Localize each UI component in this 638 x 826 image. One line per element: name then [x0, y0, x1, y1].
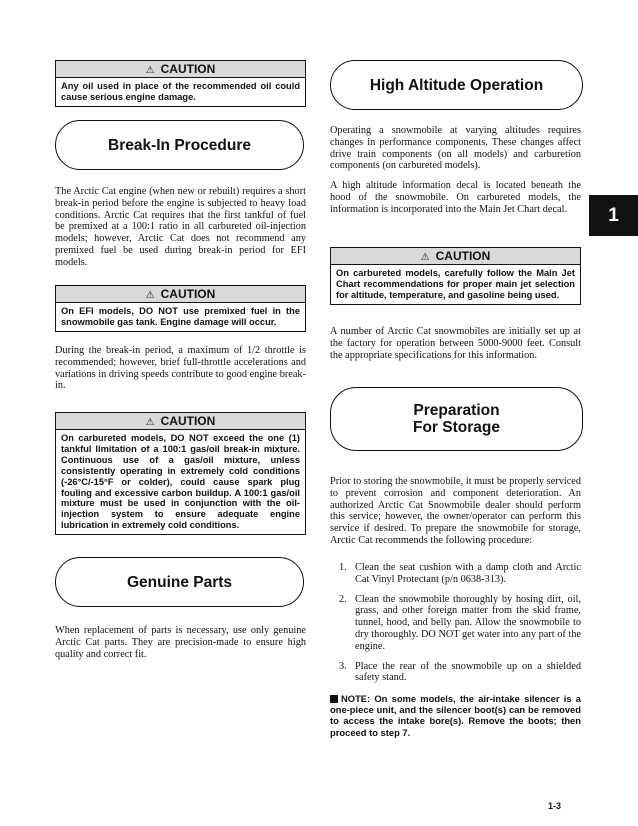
warning-triangle-icon: ⚠	[420, 252, 430, 263]
step-text: Clean the seat cushion with a damp cloth and Arctic Cat Vinyl Protectant (p/n 0638-313).	[355, 562, 581, 585]
section-tab-number: 1	[608, 204, 619, 226]
list-item	[339, 562, 581, 586]
step-number: 3.	[339, 660, 347, 672]
caution-text: On EFI models, DO NOT use premixed fuel in the snowmobile gas tank. Engine damage will occur.	[61, 306, 300, 327]
caution-text: On carbureted models, DO NOT exceed the one (1) tankful limitation of a 100:1 gas/oil break-in mixture. Continuous use of a gas/oil mixture, unless consistently operating in extremely cold conditions (-26°C/-15°F or colder), could cause spark plug fouling and excessive carbon buildup. A 100:1 gas/oil mixture must be used in conjunction with the oil-injection system to ensure adequate engine lubrication in extremely cold conditions.	[61, 433, 300, 531]
caution-title: CAUTION	[160, 414, 216, 428]
section-title-break-in	[55, 120, 304, 170]
caution-header	[331, 248, 580, 265]
caution-text: Any oil used in place of the recommended oil could cause serious engine damage.	[61, 81, 300, 102]
note-square-icon	[330, 695, 338, 703]
section-title-text: Break-In Procedure	[108, 136, 251, 154]
step-text: Clean the snowmobile thoroughly by hosing dirt, oil, grass, and other foreign matter from the skid frame, tunnel, hood, and belly pan. Allow the snowmobile to dry thoroughly. DO NOT get water into any part of the engine.	[355, 593, 581, 652]
list-item	[339, 594, 581, 653]
altitude-paragraph-3: A number of Arctic Cat snowmobiles are initially set up at the factory for operation between 5000-9000 feet. Consult the appropriate specifications for this information.	[330, 326, 581, 361]
section-tab	[589, 195, 638, 236]
caution-title: CAUTION	[160, 287, 216, 301]
list-item	[339, 661, 581, 685]
altitude-paragraph-1: Operating a snowmobile at varying altitudes requires changes in performance components. These changes affect drive train components (on all models) and carburetion components (on carbureted models).	[330, 125, 581, 172]
section-title-genuine-parts	[55, 557, 304, 607]
section-title-high-altitude	[330, 60, 583, 110]
caution-title: CAUTION	[435, 249, 491, 263]
caution-title: CAUTION	[160, 62, 216, 76]
caution-text: On carbureted models, carefully follow the Main Jet Chart recommendations for proper main jet selection for altitude, temperature, and gasoline being used.	[336, 268, 575, 300]
step-number: 2.	[339, 593, 347, 605]
storage-paragraph: Prior to storing the snowmobile, it must be properly serviced to prevent corrosion and component deterioration. An authorized Arctic Cat Snowmobile dealer should perform this service; however, the owner/operator can perform this service if desired. To prepare the snowmobile for storage, Arctic Cat recommends the following procedure:	[330, 476, 581, 546]
warning-triangle-icon: ⚠	[145, 290, 155, 301]
section-title-text: Genuine Parts	[126, 573, 233, 591]
note-text: NOTE: On some models, the air-intake silencer is a one-piece unit, and the silencer boot(s) can be removed to access the intake bore(s). Remove the boots; then proceed to step 7.	[330, 693, 581, 738]
warning-triangle-icon: ⚠	[145, 65, 155, 76]
caution-header	[56, 286, 305, 303]
section-title-text: High Altitude Operation	[369, 76, 544, 94]
caution-box-oil	[55, 60, 306, 107]
caution-box-carbureted	[55, 412, 306, 535]
storage-steps-list	[339, 562, 581, 692]
caution-header	[56, 413, 305, 430]
step-number: 1.	[339, 562, 347, 573]
page-number: 1-3	[548, 801, 562, 811]
break-in-paragraph-2: During the break-in period, a maximum of 1/2 throttle is recommended; however, brief full-throttle accelerations and variations in driving speeds contribute to good engine break-in.	[55, 345, 306, 392]
section-title-storage	[330, 387, 583, 451]
genuine-parts-paragraph: When replacement of parts is necessary, use only genuine Arctic Cat parts. They are precision-made to ensure high quality and correct fit.	[55, 625, 306, 660]
note-block	[330, 693, 581, 738]
section-title-line-1: Preparation	[413, 402, 500, 419]
caution-box-efi	[55, 285, 306, 332]
caution-header	[56, 61, 305, 78]
caution-box-main-jet	[330, 247, 581, 305]
warning-triangle-icon: ⚠	[145, 417, 155, 428]
break-in-paragraph-1: The Arctic Cat engine (when new or rebuilt) requires a short break-in period before the engine is subjected to heavy load conditions. Arctic Cat requires that the first tankful of fuel be premixed at a 100:1 ratio in all carbureted oil-injection models; however, Arctic Cat does not recommend any premixed fuel be used during break-in period for EFI models.	[55, 186, 306, 268]
step-text: Place the rear of the snowmobile up on a shielded safety stand.	[355, 660, 581, 684]
section-title-line-2: For Storage	[413, 419, 500, 436]
altitude-paragraph-2: A high altitude information decal is located beneath the hood of the snowmobile. On carbureted models, the information is incorporated into the Main Jet Chart decal.	[330, 180, 581, 215]
